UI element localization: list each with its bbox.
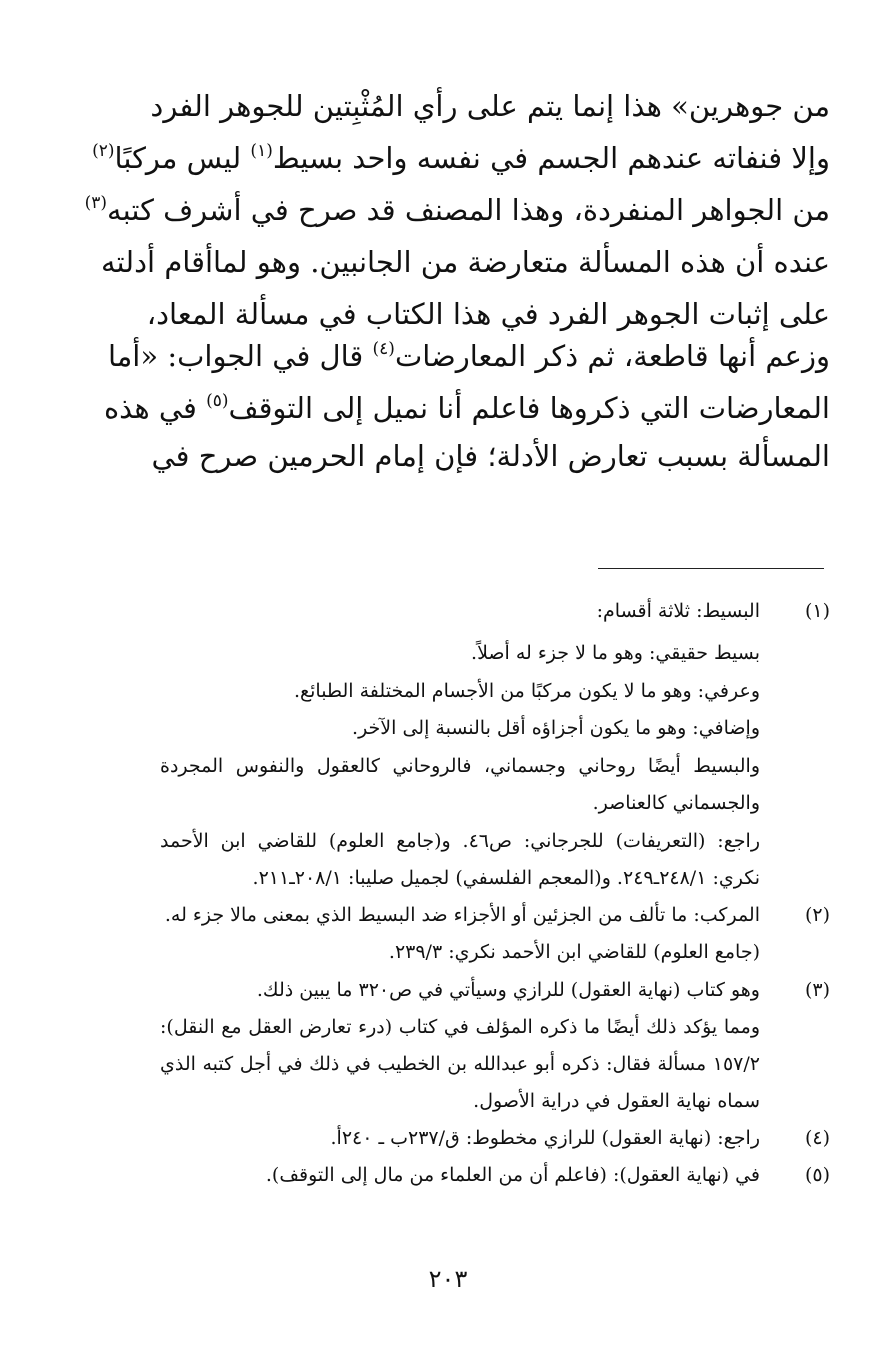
footnote-number: (٤) bbox=[804, 1127, 830, 1149]
body-line: وإلا فنفاته عندهم الجسم في نفسه واحد بسيط$^{(١)}$ ليس مركبًا$^{(٢)}$ bbox=[92, 141, 830, 175]
footnote-line: بسيط حقيقي: وهو ما لا جزء له أصلاً. bbox=[471, 642, 760, 664]
footnote-number: (٣) bbox=[804, 979, 830, 1001]
footnote-ref[interactable]: (٤) bbox=[372, 339, 395, 359]
body-line: عنده أن هذه المسألة متعارضة من الجانبين. وهو لماأقام أدلته bbox=[101, 245, 830, 279]
body-line: وزعم أنها قاطعة، ثم ذكر المعارضات$^{(٤)}$ قال في الجواب: «أما bbox=[107, 339, 830, 373]
footnote-line: المركب: ما تألف من الجزئين أو الأجزاء ضد البسيط الذي بمعنى مالا جزء له. bbox=[164, 904, 760, 926]
page-number: ٢٠٣ bbox=[428, 1265, 468, 1293]
footnote-line: والجسماني كالعناصر. bbox=[592, 792, 760, 814]
footnote-line: ومما يؤكد ذلك أيضًا ما ذكره المؤلف في كتاب (درء تعارض العقل مع النقل): bbox=[160, 1016, 760, 1038]
footnote-number: (١) bbox=[804, 600, 830, 622]
body-line: من الجواهر المنفردة، وهذا المصنف قد صرح في أشرف كتبه$^{(٣)}$ bbox=[84, 193, 830, 227]
footnote-ref[interactable]: (١) bbox=[250, 141, 273, 161]
footnote-line: ١٥٧/٢ مسألة فقال: ذكره أبو عبدالله بن الخطيب في ذلك في أجل كتبه الذي bbox=[160, 1053, 760, 1075]
body-line: على إثبات الجوهر الفرد في هذا الكتاب في مسألة المعاد، bbox=[146, 297, 830, 331]
footnote-line: نكري: ٢٤٨/١ـ٢٤٩. و(المعجم الفلسفي) لجميل صليبا: ٢٠٨/١ـ٢١١. bbox=[252, 867, 760, 889]
footnote-ref[interactable]: (٣) bbox=[84, 193, 108, 213]
footnote-ref[interactable]: (٢) bbox=[92, 141, 115, 161]
footnote-line: وهو كتاب (نهاية العقول) للرازي وسيأتي في ص٣٢٠ ما يبين ذلك. bbox=[256, 979, 760, 1001]
footnote-line: سماه نهاية العقول في دراية الأصول. bbox=[473, 1090, 760, 1112]
footnote-separator bbox=[598, 568, 824, 569]
body-line: المعارضات التي ذكروها فاعلم أنا نميل إلى التوقف$^{(٥)}$ في هذه bbox=[103, 391, 830, 425]
footnote-line: وإضافي: وهو ما يكون أجزاؤه أقل بالنسبة إلى الآخر. bbox=[352, 717, 760, 739]
footnote-line: (جامع العلوم) للقاضي ابن الأحمد نكري: ٢٣٩/٣. bbox=[388, 941, 760, 963]
footnote-line: البسيط: ثلاثة أقسام: bbox=[596, 600, 760, 622]
footnote-line: راجع: (التعريفات) للجرجاني: ص٤٦. و(جامع العلوم) للقاضي ابن الأحمد bbox=[160, 830, 761, 852]
footnote-ref[interactable]: (٥) bbox=[206, 391, 229, 411]
footnote-line: والبسيط أيضًا روحاني وجسماني، فالروحاني كالعقول والنفوس المجردة bbox=[160, 755, 760, 777]
footnote-line: راجع: (نهاية العقول) للرازي مخطوط: ق/٢٣٧ب ـ ٢٤٠أ. bbox=[330, 1127, 760, 1149]
footnote-number: (٥) bbox=[804, 1164, 830, 1186]
footnote-line: في (نهاية العقول): (فاعلم أن من العلماء من مال إلى التوقف). bbox=[265, 1164, 760, 1186]
footnote-line: وعرفي: وهو ما لا يكون مركبًا من الأجسام المختلفة الطبائع. bbox=[293, 680, 760, 702]
body-line: المسألة بسبب تعارض الأدلة؛ فإن إمام الحرمين صرح في bbox=[151, 439, 830, 473]
footnote-number: (٢) bbox=[804, 904, 830, 926]
body-line: من جوهرين» هذا إنما يتم على رأي المُثْبِتين للجوهر الفرد bbox=[150, 89, 830, 123]
